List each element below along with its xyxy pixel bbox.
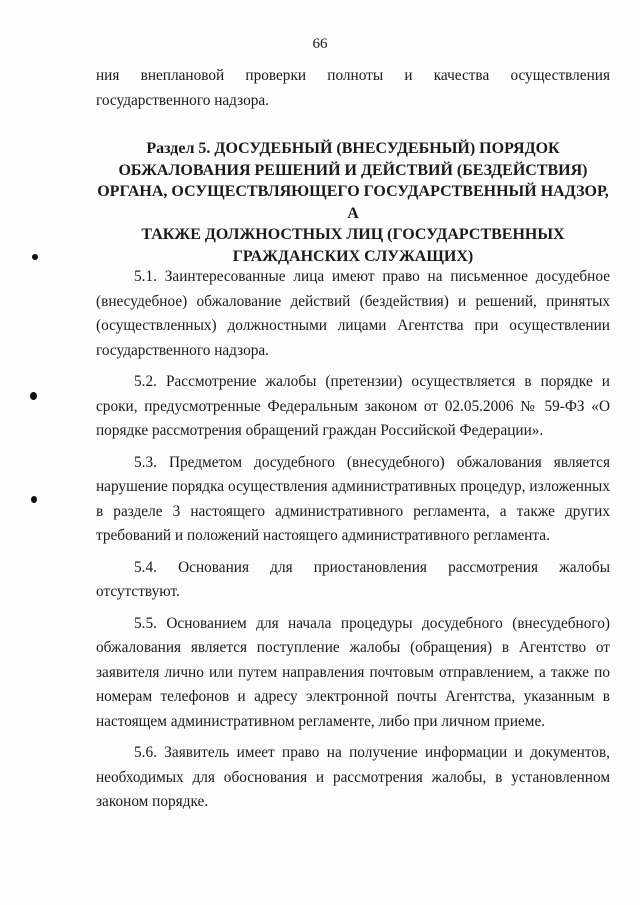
paragraph-5-2: 5.2. Рассмотрение жалобы (претензии) осуществляется в порядке и сроки, предусмотренные Федеральным законом от 02.05.2006 № 59-ФЗ «О порядке рассмотрения обращений граждан Российской Федерации».	[96, 373, 610, 439]
scan-mark	[31, 496, 37, 503]
heading-line: ОБЖАЛОВАНИЯ РЕШЕНИЙ И ДЕЙСТВИЙ (БЕЗДЕЙСТВИЯ)	[118, 161, 588, 179]
page-number: 66	[312, 36, 328, 52]
scan-mark	[32, 254, 38, 260]
section-heading	[96, 138, 610, 267]
paragraph-5-6: 5.6. Заявитель имеет право на получение информации и документов, необходимых для обоснования и рассмотрения жалобы, в установленном законом порядке.	[96, 744, 610, 810]
heading-line: ТАКЖЕ ДОЛЖНОСТНЫХ ЛИЦ (ГОСУДАРСТВЕННЫХ	[141, 226, 565, 243]
paragraph-5-1: 5.1. Заинтересованные лица имеют право на письменное досудебное (внесудебное) обжалование действий (бездействия) и решений, принятых (осуществленных) должностными лицами Агентства при осуществлении государственного надзора.	[96, 268, 610, 359]
section-body	[96, 265, 610, 822]
paragraph-5-4: 5.4. Основания для приостановления рассмотрения жалобы отсутствуют.	[96, 558, 610, 600]
scan-mark	[30, 392, 37, 400]
paragraph-5-3: 5.3. Предметом досудебного (внесудебного) обжалования является нарушение порядка осуществления административных процедур, изложенных в разделе 3 настоящего административного регламента, а также других требований и положений настоящего административного регламента.	[96, 453, 610, 544]
paragraph-5-5: 5.5. Основанием для начала процедуры досудебного (внесудебного) обжалования является поступление жалобы (обращения) в Агентство от заявителя лично или путем направления почтовым отправлением, а также по номерам телефонов и адресу электронной почты Агентства, указанным в настоящем административном регламенте, либо при личном приеме.	[96, 614, 610, 730]
heading-line: Раздел 5. ДОСУДЕБНЫЙ (ВНЕСУДЕБНЫЙ) ПОРЯДОК	[146, 140, 560, 157]
carry-over-paragraph: ния внеплановой проверки полноты и качества осуществления государственного надзора.	[96, 67, 610, 109]
carry-over-text	[96, 64, 610, 113]
heading-line: ГРАЖДАНСКИХ СЛУЖАЩИХ)	[232, 247, 474, 265]
heading-line: ОРГАНА, ОСУЩЕСТВЛЯЮЩЕГО ГОСУДАРСТВЕННЫЙ НАДЗОР, А	[97, 183, 609, 222]
